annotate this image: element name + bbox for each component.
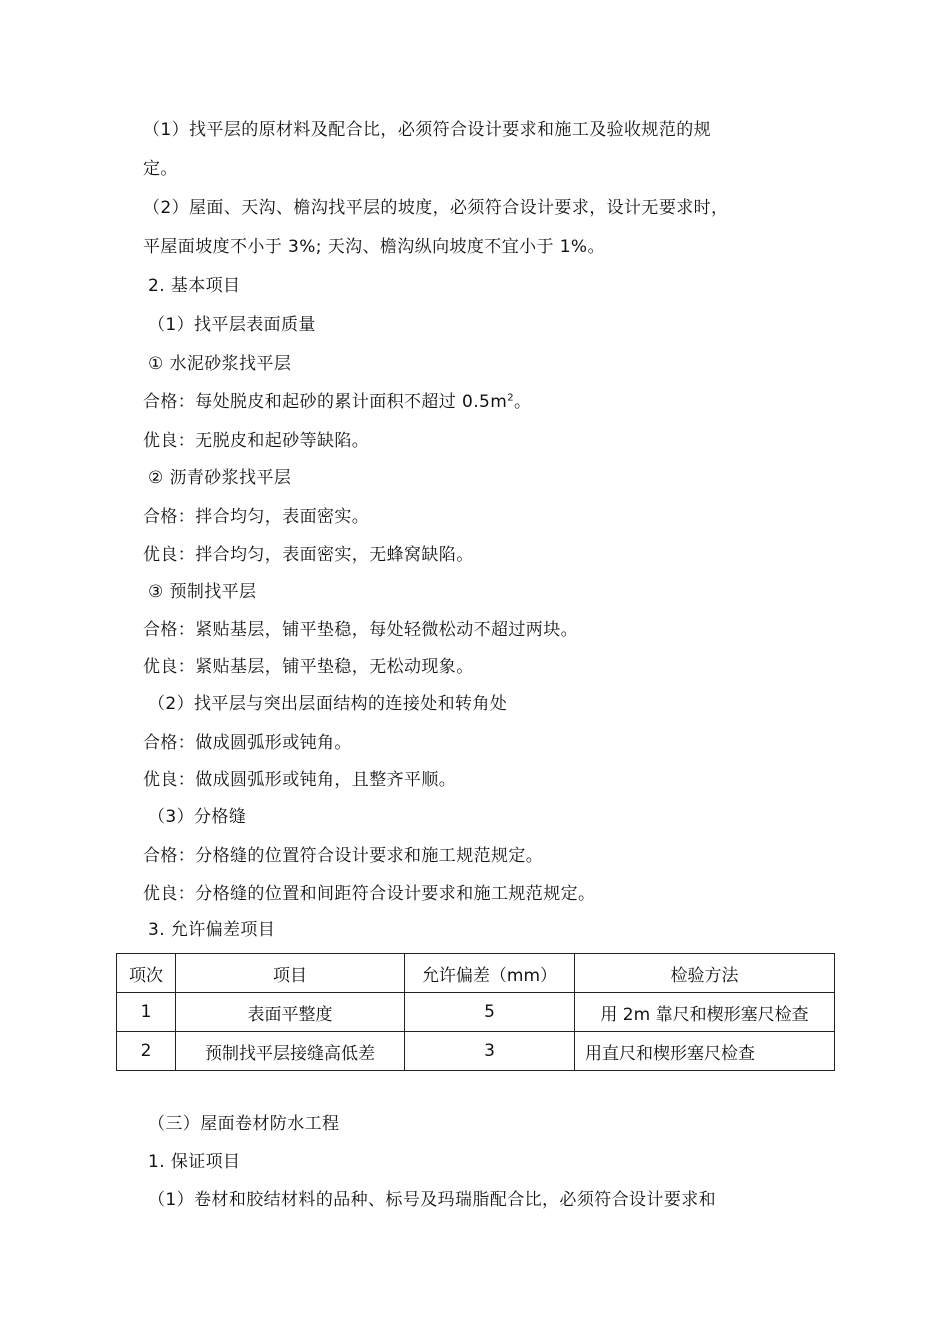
section-heading: 1. 保证项目 bbox=[148, 1152, 241, 1172]
table-row bbox=[117, 1032, 835, 1071]
paragraph-line: 优良：拌合均匀，表面密实，无蜂窝缺陷。 bbox=[143, 545, 474, 565]
table-header-cell: 项次 bbox=[117, 954, 176, 993]
table-header-cell: 项目 bbox=[176, 954, 405, 993]
paragraph-line: 定。 bbox=[143, 159, 178, 179]
table-cell: 2 bbox=[117, 1032, 176, 1071]
table-row bbox=[117, 993, 835, 1032]
table-header-row bbox=[117, 954, 835, 993]
table-cell: 用直尺和楔形塞尺检查 bbox=[575, 1032, 835, 1071]
subsection-heading: （1）找平层表面质量 bbox=[148, 315, 316, 335]
table-header-cell: 检验方法 bbox=[575, 954, 835, 993]
allowable-deviation-table bbox=[116, 953, 835, 1071]
paragraph-line bbox=[143, 390, 531, 414]
subsection-heading: （3）分格缝 bbox=[148, 807, 247, 827]
table-header-cell: 允许偏差（mm） bbox=[405, 954, 575, 993]
paragraph-line: （2）屋面、天沟、檐沟找平层的坡度，必须符合设计要求，设计无要求时， bbox=[143, 198, 729, 218]
table-cell: 1 bbox=[117, 993, 176, 1032]
subsection-heading: （2）找平层与突出层面结构的连接处和转角处 bbox=[148, 694, 508, 714]
table-cell: 5 bbox=[405, 993, 575, 1032]
paragraph-line: 优良：分格缝的位置和间距符合设计要求和施工规范规定。 bbox=[143, 884, 596, 904]
section-heading: 3. 允许偏差项目 bbox=[148, 920, 276, 940]
paragraph-line: 合格：分格缝的位置符合设计要求和施工规范规定。 bbox=[143, 846, 544, 866]
paragraph-line: 优良：紧贴基层，铺平垫稳，无松动现象。 bbox=[143, 657, 474, 677]
table-cell: 3 bbox=[405, 1032, 575, 1071]
paragraph-line: 优良：无脱皮和起砂等缺陷。 bbox=[143, 431, 370, 451]
item-heading: ③ 预制找平层 bbox=[148, 582, 257, 602]
paragraph-line: 合格：拌合均匀，表面密实。 bbox=[143, 507, 370, 527]
table-cell: 表面平整度 bbox=[176, 993, 405, 1032]
paragraph-line: （1）卷材和胶结材料的品种、标号及玛瑞脂配合比，必须符合设计要求和 bbox=[148, 1190, 717, 1210]
qualified-text: 合格：每处脱皮和起砂的累计面积不超过 0.5m bbox=[143, 392, 508, 412]
section-heading: 2. 基本项目 bbox=[148, 276, 241, 296]
paragraph-line: 优良：做成圆弧形或钝角，且整齐平顺。 bbox=[143, 770, 457, 790]
table-cell: 预制找平层接缝高低差 bbox=[176, 1032, 405, 1071]
period: 。 bbox=[513, 392, 532, 412]
chapter-heading: （三）屋面卷材防水工程 bbox=[148, 1114, 340, 1134]
superscript: 2 bbox=[507, 392, 514, 404]
paragraph-line: （1）找平层的原材料及配合比，必须符合设计要求和施工及验收规范的规 bbox=[143, 120, 712, 140]
paragraph-line: 合格：做成圆弧形或钝角。 bbox=[143, 733, 352, 753]
paragraph-line: 平屋面坡度不小于 3%; 天沟、檐沟纵向坡度不宜小于 1%。 bbox=[143, 237, 605, 257]
paragraph-line: 合格：紧贴基层，铺平垫稳，每处轻微松动不超过两块。 bbox=[143, 620, 578, 640]
item-heading: ① 水泥砂浆找平层 bbox=[148, 354, 292, 374]
table-cell: 用 2m 靠尺和楔形塞尺检查 bbox=[575, 993, 835, 1032]
item-heading: ② 沥青砂浆找平层 bbox=[148, 468, 292, 488]
